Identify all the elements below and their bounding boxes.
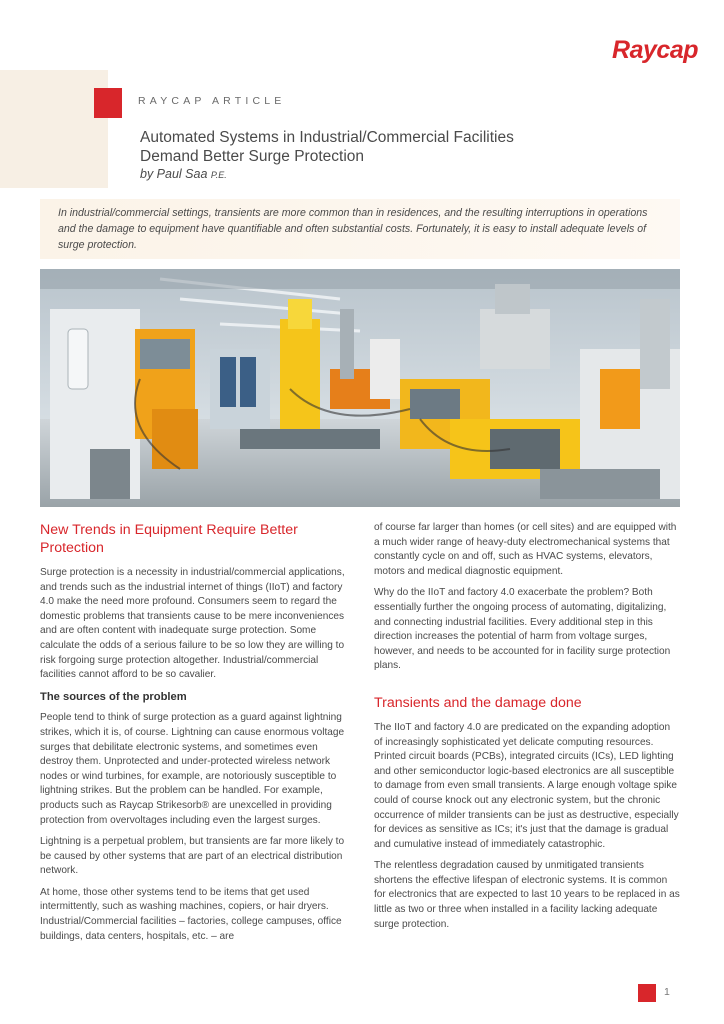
author-credential: P.E.	[210, 170, 227, 180]
accent-square	[94, 88, 122, 118]
page-number: 1	[664, 986, 670, 998]
raycap-logo: Raycap	[612, 36, 698, 64]
footer-accent-square	[638, 984, 656, 1002]
article-title	[140, 128, 514, 166]
paragraph: Surge protection is a necessity in industrial/commercial applications, and trends such as the industrial internet of things (IIoT) and factory 4.0 make the need more profound. Consumers seem to regard the domestic problems that transients cause to be mere inconveniences and are often content with inadequate surge protection. Some calculate the odds of a serious failure to be so low they are willing to risk forgoing surge protection altogether. Industrial/commercial facilities cannot afford to be so cavalier.	[40, 567, 345, 681]
left-column	[40, 521, 348, 951]
paragraph: The IIoT and factory 4.0 are predicated on the expanding adoption of increasingly sophisticated yet delicate computing resources. Printed circuit boards (PCBs), integrated circuits (ICs), LED lighting and other semiconductor logic-based electronics are all susceptible to damage from even small transients. A large enough voltage spike could of course knock out any electronic system, but the chronic occurrence of milder transients can be just as destructive, especially for devices as sensitive as ICs; it's just that the damage is gradual and cumulative instead of immediately catastrophic.	[374, 721, 679, 850]
paragraph: Lightning is a perpetual problem, but transients are far more likely to be caused by other systems that are part of an electrical distribution network.	[40, 836, 345, 877]
article-kicker: RAYCAP ARTICLE	[138, 95, 286, 107]
paragraph: Why do the IIoT and factory 4.0 exacerbate the problem? Both essentially further the ongoing process of automating, digitalizing, and connecting industrial facilities. Every additional step in this direction increases the potential of harm from voltage surges, however, and needs to be accounted for in facility surge protection plans.	[374, 587, 671, 672]
author: by Paul Saa	[140, 167, 208, 181]
byline	[140, 167, 227, 181]
paragraph: The relentless degradation caused by unmitigated transients shortens the effective lifespan of electronic systems. It is common for electronics that are expected to last 10 years to be replaced in as little as two or three when installed in a facility lacking adequate surge protection.	[374, 860, 680, 930]
intro-text: In industrial/commercial settings, transients are more common than in residences, and the resulting interruptions in operations and the damage to equipment have quantifiable and often substantial costs. Fortunately, it is easy to install adequate levels of surge protection.	[58, 207, 648, 251]
title-line-1: Automated Systems in Industrial/Commercial Facilities	[140, 129, 514, 146]
paragraph: People tend to think of surge protection as a guard against lightning strikes, which it is, of course. Lightning can cause enormous voltage surges that debilitate electronic systems, and sometimes even destroy them. Unprotected and under-protected wireless network nodes or wind turbines, for example, are notoriously susceptible to lightning strikes. But the problem can be handled. For example, products such as Raycap Strikesorb® are unexcelled in providing protection from overvoltages including even the largest surges.	[40, 712, 345, 826]
section-heading: Transients and the damage done	[374, 694, 582, 711]
subheading: The sources of the problem	[40, 690, 187, 703]
paragraph: of course far larger than homes (or cell sites) and are equipped with a much wider range of heavy-duty electromechanical systems that constantly cycle on and off, such as HVAC systems, elevators, motors and medical diagnostic equipment.	[374, 522, 677, 577]
decorative-band	[0, 70, 108, 188]
paragraph: At home, those other systems tend to be items that get used intermittently, such as washing machines, copiers, or hair dryers. Industrial/Commercial facilities – factories, college campuses, office buildings, data centers, hospitals, etc. – are	[40, 886, 342, 942]
factory-photo	[40, 269, 680, 507]
title-line-2: Demand Better Surge Protection	[140, 148, 365, 165]
section-heading: New Trends in Equipment Require Better Protection	[40, 522, 298, 556]
right-column	[374, 521, 680, 939]
